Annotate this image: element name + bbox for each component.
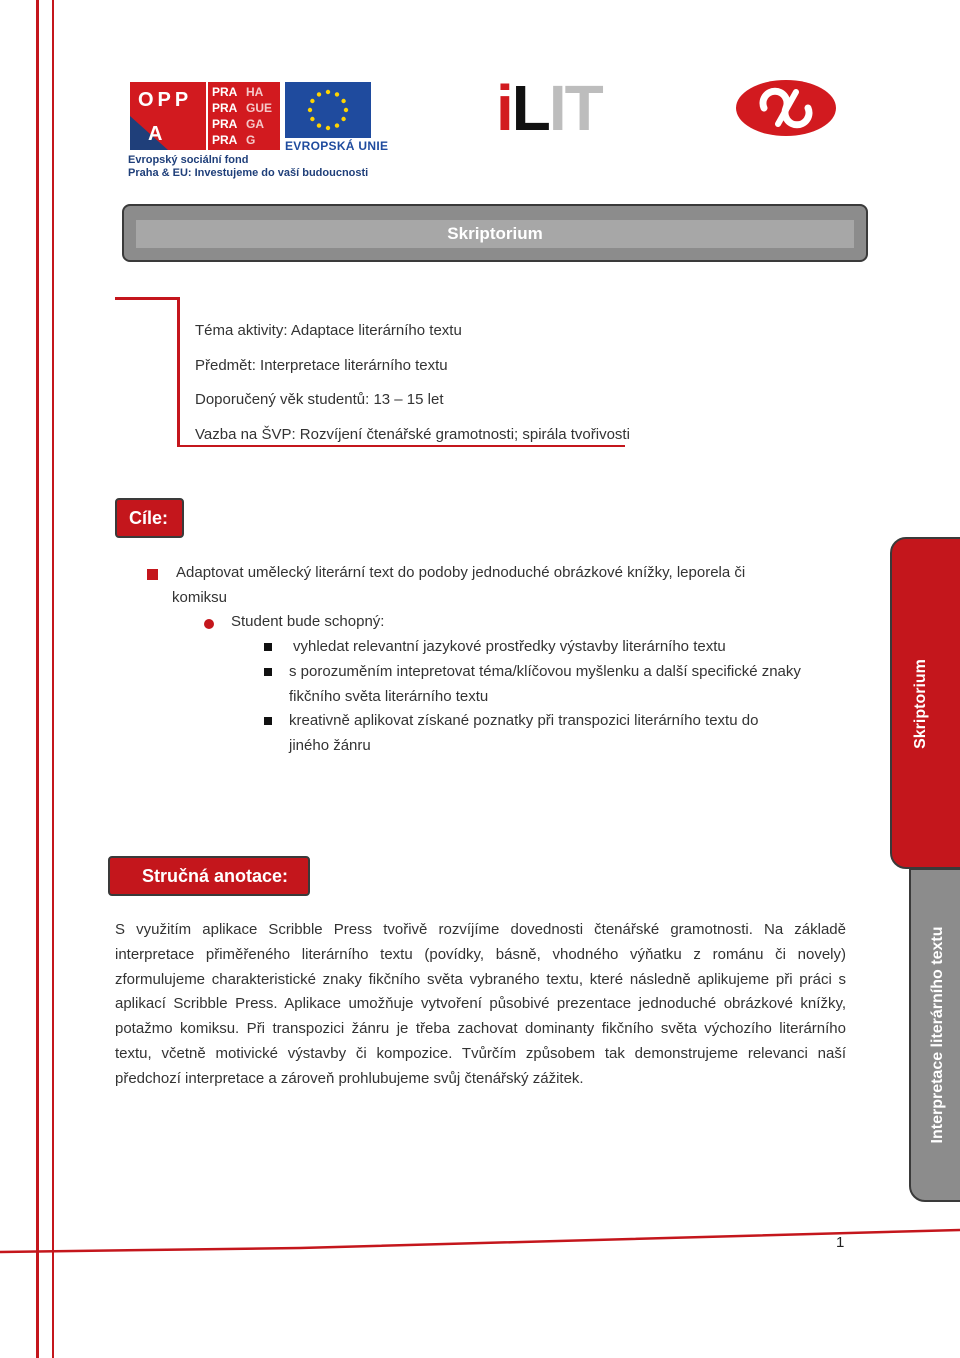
svg-text:GA: GA: [246, 117, 264, 131]
info-age: Doporučený věk studentů: 13 – 15 let: [195, 391, 444, 408]
bullet-small-square-icon: [264, 668, 272, 676]
info-svp: Vazba na ŠVP: Rozvíjení čtenářské gramotnosti; spirála tvořivosti: [195, 426, 630, 443]
goal-item-3: kreativně aplikovat získané poznatky při transpozici literárního textu do: [289, 712, 759, 729]
bullet-dot-icon: [204, 619, 214, 629]
side-tab-skriptorium-label: Skriptorium: [912, 659, 929, 749]
svg-text:PRA: PRA: [212, 85, 238, 99]
goal-item-2: s porozuměním intepretovat téma/klíčovou myšlenku a další specifické znaky: [289, 663, 801, 680]
banner-title: Skriptorium: [447, 224, 543, 243]
goal-sub-heading: Student bude schopný:: [231, 613, 385, 630]
info-bracket-left: [177, 297, 180, 447]
svg-text:OPP: OPP: [138, 89, 193, 111]
ilit-logo: [496, 72, 602, 144]
info-bracket-bottom: [177, 445, 625, 447]
annotation-text: S využitím aplikace Scribble Press tvořivě rozvíjíme dovednosti čtenářské gramotnosti. Na základě interpretace přiměřeného literárního textu (povídky, básně, vhodného výňatku z románu či novely) zformulujeme charakteristické znaky fikčního světa vybraného textu, které následně aplikujeme při práci s aplikací Scribble Press. Aplikace umožňuje vytvoření působivé prezentace jednoduché obrázkové knížky, potažmo komiksu. Při transpozici žánru je třeba zachovat dominanty fikčního světa výchozího literárního textu, včetně motivické výstavby či kompozice. Tvůrčím způsobem tak demonstrujeme relevanci naší předchozí interpretace a zároveň prohlubujeme svůj čtenářský zážitek.: [115, 921, 846, 1087]
skriptorium-banner: [122, 204, 868, 262]
institution-logo-icon: [734, 78, 838, 138]
info-bracket-top: [115, 297, 179, 300]
margin-line-inner: [52, 0, 54, 1358]
svg-text:HA: HA: [246, 85, 264, 99]
oppa-logo: [130, 82, 280, 150]
svg-text:GUE: GUE: [246, 101, 273, 115]
page-number: 1: [836, 1234, 845, 1251]
goals-label: Cíle:: [115, 498, 184, 538]
goal-item-3-cont: jiného žánru: [289, 737, 371, 754]
svg-text:A: A: [148, 123, 163, 145]
esf-line-1: Evropský sociální fond: [128, 154, 249, 166]
eu-flag-icon: [285, 82, 371, 138]
side-tab-interpretace-label: Interpretace literárního textu: [929, 926, 946, 1144]
eu-label: EVROPSKÁ UNIE: [285, 139, 389, 153]
ilit-logo-it: IT: [548, 72, 602, 144]
side-tab-interpretace: [909, 868, 960, 1202]
svg-text:PRA: PRA: [212, 117, 238, 131]
goal-item-1: vyhledat relevantní jazykové prostředky výstavby literárního textu: [293, 638, 726, 655]
info-topic: Téma aktivity: Adaptace literárního textu: [195, 322, 462, 339]
bullet-small-square-icon: [264, 643, 272, 651]
ilit-logo-l: L: [511, 72, 549, 144]
annotation-label: Stručná anotace:: [108, 856, 310, 896]
svg-text:PRA: PRA: [212, 133, 238, 147]
margin-line-left: [36, 0, 39, 1358]
side-tab-skriptorium: [890, 537, 960, 869]
svg-text:G: G: [246, 133, 256, 147]
goal-main-line-2: komiksu: [172, 589, 228, 606]
footer-line: [0, 1224, 960, 1264]
info-subject: Předmět: Interpretace literárního textu: [195, 357, 448, 374]
esf-line-2: Praha & EU: Investujeme do vaší budoucnosti: [128, 167, 369, 179]
ilit-logo-i: i: [496, 72, 512, 144]
goal-item-2-cont: fikčního světa literárního textu: [289, 688, 489, 705]
bullet-small-square-icon: [264, 717, 272, 725]
svg-text:PRA: PRA: [212, 101, 238, 115]
bullet-square-icon: [147, 569, 158, 580]
goal-main-line-1: Adaptovat umělecký literární text do podoby jednoduché obrázkové knížky, leporela či: [176, 564, 746, 581]
